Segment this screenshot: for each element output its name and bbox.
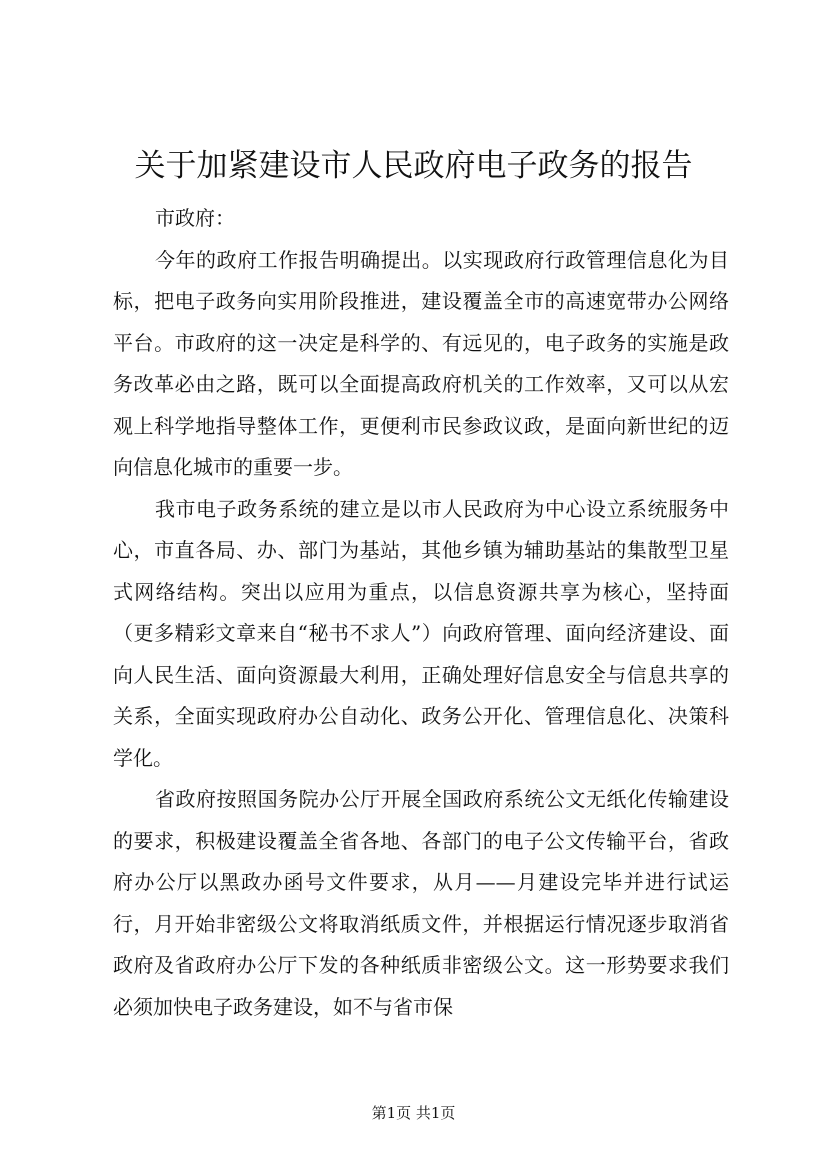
salutation: 市政府： bbox=[155, 206, 235, 230]
paragraph-3: 省政府按照国务院办公厅开展全国政府系统公文无纸化传输建设的要求，积极建设覆盖全省各地、各部门的电子公文传输平台，省政府办公厅以黑政办函号文件要求，从月——月建设完毕并进行试运行，月开始非密级公文将取消纸质文件，并根据运行情况逐步取消省政府及省政府办公厅下发的各种纸质非密级公文。这一形势要求我们必须加快电子政务建设，如不与省市保 bbox=[113, 787, 729, 1019]
paragraph-2: 我市电子政务系统的建立是以市人民政府为中心设立系统服务中心，市直各局、办、部门为基站，其他乡镇为辅助基站的集散型卫星式网络结构。突出以应用为重点，以信息资源共享为核心，坚持面（更多精彩文章来自“秘书不求人”）向政府管理、面向经济建设、面向人民生活、面向资源最大利用，正确处理好信息安全与信息共享的关系，全面实现政府办公自动化、政务公开化、管理信息化、决策科学化。 bbox=[113, 496, 729, 770]
paragraph-1: 今年的政府工作报告明确提出。以实现政府行政管理信息化为目标，把电子政务向实用阶段推进，建设覆盖全市的高速宽带办公网络平台。市政府的这一决定是科学的、有远见的，电子政务的实施是政务改革必由之路，既可以全面提高政府机关的工作效率，又可以从宏观上科学地指导整体工作，更便利市民参政议政，是面向新世纪的迈向信息化城市的重要一步。 bbox=[113, 247, 729, 479]
page-number-footer: 第1页 共1页 bbox=[371, 1104, 456, 1122]
document-body bbox=[113, 198, 729, 1028]
document-title: 关于加紧建设市人民政府电子政务的报告 bbox=[134, 148, 693, 184]
